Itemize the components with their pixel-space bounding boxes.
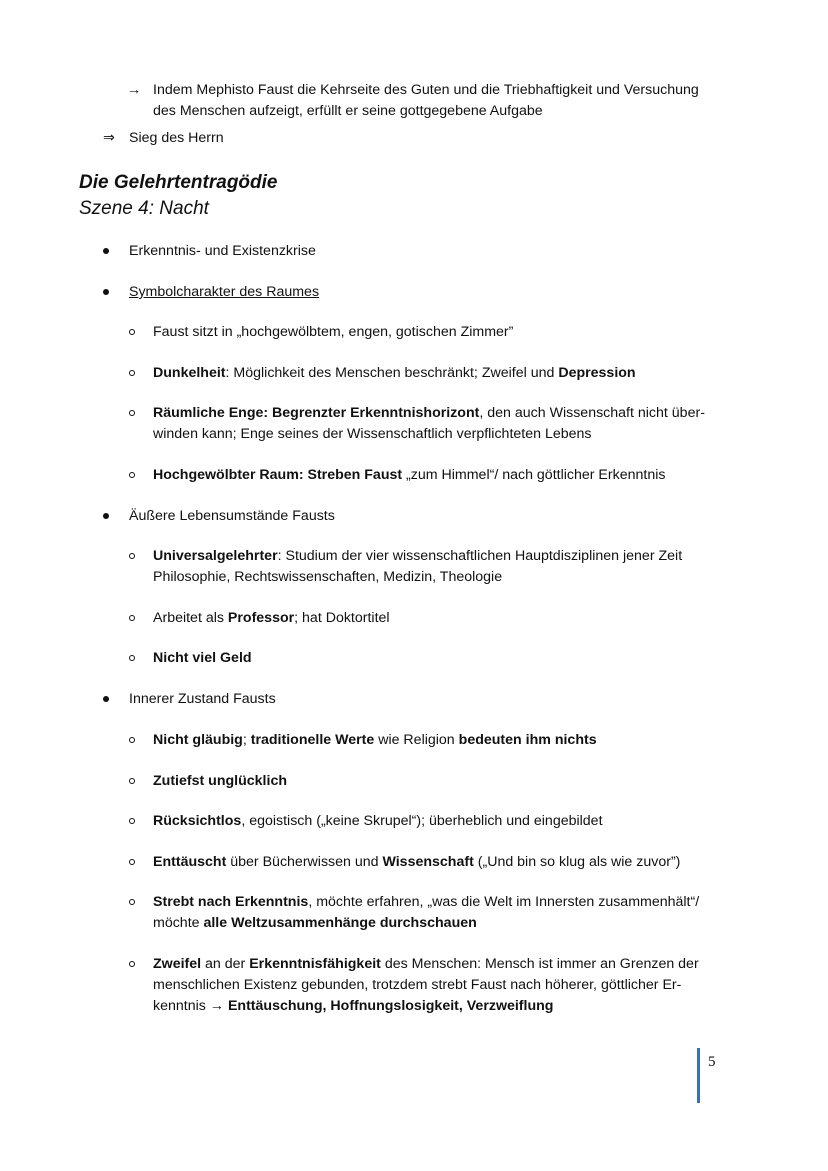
sub-item: Nicht viel Geld <box>153 650 252 666</box>
circle-bullet-icon <box>129 899 135 905</box>
sub-item: Rücksichtlos, egoistisch („keine Skrupel“); überheblich und eingebildet <box>153 813 603 829</box>
bullet-icon <box>103 289 109 295</box>
sub-item: Zutiefst unglücklich <box>153 773 287 789</box>
circle-bullet-icon <box>129 370 135 376</box>
sub-item-line2: menschlichen Existenz gebunden, trotzdem strebt Faust nach höherer, göttlicher Er- <box>153 977 682 993</box>
section-subtitle: Szene 4: Nacht <box>79 198 209 219</box>
sub-item: Dunkelheit: Möglichkeit des Menschen beschränkt; Zweifel und Depression <box>153 365 636 381</box>
sub-item: Nicht gläubig; traditionelle Werte wie Religion bedeuten ihm nichts <box>153 732 597 748</box>
bullet-icon <box>103 513 109 519</box>
sub-item: Enttäuscht über Bücherwissen und Wissenschaft („Und bin so klug als wie zuvor”) <box>153 854 681 870</box>
bullet-text: Symbolcharakter des Raumes <box>129 284 320 300</box>
sub-item: Zweifel an der Erkenntnisfähigkeit des Menschen: Mensch ist immer an Grenzen der <box>153 956 699 972</box>
circle-bullet-icon <box>129 655 135 661</box>
circle-bullet-icon <box>129 778 135 784</box>
sub-item-line2: möchte alle Weltzusammenhänge durchschauen <box>153 915 477 931</box>
sub-item-line3: kenntnis → Enttäuschung, Hoffnungslosigkeit, Verzweiflung <box>153 998 554 1014</box>
circle-bullet-icon <box>129 818 135 824</box>
circle-bullet-icon <box>129 329 135 335</box>
sub-item: Räumliche Enge: Begrenzter Erkenntnishorizont, den auch Wissenschaft nicht über- <box>153 405 705 421</box>
sub-item-line2: winden kann; Enge seines der Wissenschaftlich verpflichteten Lebens <box>153 426 592 442</box>
arrow-right-icon: → <box>209 998 224 1014</box>
sub-item-line2: Philosophie, Rechtswissenschaften, Medizin, Theologie <box>153 569 503 585</box>
sub-item: Faust sitzt in „hochgewölbtem, engen, gotischen Zimmer” <box>153 324 514 340</box>
bullet-text: Innerer Zustand Fausts <box>129 691 276 707</box>
section-title: Die Gelehrtentragödie <box>79 172 278 193</box>
circle-bullet-icon <box>129 615 135 621</box>
circle-bullet-icon <box>129 553 135 559</box>
circle-bullet-icon <box>129 859 135 865</box>
page-number-bar <box>697 1048 700 1103</box>
circle-bullet-icon <box>129 961 135 967</box>
sub-item: Hochgewölbter Raum: Streben Faust „zum Himmel“/ nach göttlicher Erkenntnis <box>153 467 666 483</box>
sub-item: Universalgelehrter: Studium der vier wissenschaftlichen Hauptdisziplinen jener Zeit <box>153 548 683 564</box>
implies-text: Sieg des Herrn <box>129 130 224 146</box>
bullet-text: Erkenntnis- und Existenzkrise <box>129 243 316 259</box>
sub-item: Arbeitet als Professor; hat Doktortitel <box>153 610 390 626</box>
sub-item: Strebt nach Erkenntnis, möchte erfahren, „was die Welt im Innersten zusammenhält“/ <box>153 894 700 910</box>
implies-icon: ⇒ <box>103 130 115 146</box>
circle-bullet-icon <box>129 472 135 478</box>
intro-arrow-line2: des Menschen aufzeigt, erfüllt er seine gottgegebene Aufgabe <box>153 103 543 119</box>
bullet-icon <box>103 248 109 254</box>
circle-bullet-icon <box>129 410 135 416</box>
circle-bullet-icon <box>129 737 135 743</box>
bullet-icon <box>103 696 109 702</box>
arrow-right-icon: → <box>127 82 142 98</box>
intro-arrow-line1: Indem Mephisto Faust die Kehrseite des Guten und die Triebhaftigkeit und Versuchung <box>153 82 699 98</box>
page-number: 5 <box>708 1054 716 1070</box>
bullet-text: Äußere Lebensumstände Fausts <box>129 508 335 524</box>
